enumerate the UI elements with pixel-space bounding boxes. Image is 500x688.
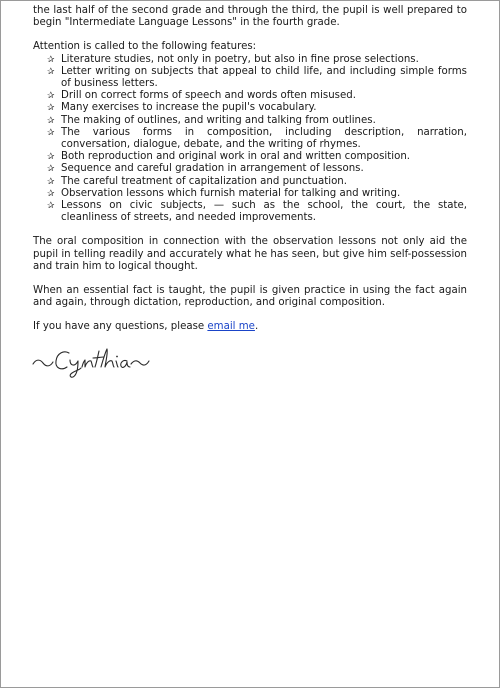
signature-tilde-left xyxy=(33,360,53,366)
list-item-text: Observation lessons which furnish material for talking and writing. xyxy=(61,187,401,199)
spacer xyxy=(33,309,467,321)
features-lead: Attention is called to the following features: xyxy=(33,41,257,53)
contact-prefix: If you have any questions, please xyxy=(33,321,208,333)
list-item xyxy=(47,188,467,200)
star-outline-icon: ✰ xyxy=(47,66,55,77)
list-item xyxy=(47,115,467,127)
essential-fact-paragraph: When an essential fact is taught, the pupil is given practice in using the fact again and again, through dictation, reproduction, and original composition. xyxy=(33,285,467,309)
list-item xyxy=(47,151,467,163)
list-item xyxy=(47,66,467,90)
spacer xyxy=(33,273,467,285)
list-item-text: Literature studies, not only in poetry, but also in fine prose selections. xyxy=(61,53,419,65)
star-outline-icon: ✰ xyxy=(47,103,55,114)
star-outline-icon: ✰ xyxy=(47,188,55,199)
list-item-text: Many exercises to increase the pupil's vocabulary. xyxy=(61,102,317,114)
intro-paragraph: the last half of the second grade and through the third, the pupil is well prepared to begin "Intermediate Language Lessons" in the fourth grade. xyxy=(33,5,467,29)
spacer xyxy=(33,224,467,236)
signature-letter-h xyxy=(101,349,114,367)
list-item xyxy=(47,163,467,175)
list-item-text: Both reproduction and original work in oral and written composition. xyxy=(61,151,411,163)
list-item xyxy=(47,54,467,66)
signature-letter-n xyxy=(82,360,93,367)
oral-composition-paragraph: The oral composition in connection with the observation lessons not only aid the pupil in telling readily and accurately what he has seen, but give him self-possession and train him to logical thought. xyxy=(33,236,467,272)
list-item-text: The careful treatment of capitalization and punctuation. xyxy=(61,175,347,187)
list-item xyxy=(47,90,467,102)
spacer xyxy=(33,29,467,41)
signature-image xyxy=(31,344,151,380)
contact-line xyxy=(33,321,467,333)
star-outline-icon: ✰ xyxy=(47,127,55,138)
list-item-text: Lessons on civic subjects, — such as the school, the court, the state, cleanliness of streets, and needed improvements. xyxy=(61,200,467,224)
contact-suffix: . xyxy=(254,321,259,333)
star-outline-icon: ✰ xyxy=(47,152,55,163)
email-link[interactable]: email me xyxy=(207,321,255,333)
list-item-text: Drill on correct forms of speech and words often misused. xyxy=(61,90,356,102)
list-item xyxy=(47,127,467,151)
star-outline-icon: ✰ xyxy=(47,54,55,65)
signature-letter-a xyxy=(121,360,130,367)
features-list xyxy=(33,54,467,225)
star-outline-icon: ✰ xyxy=(47,201,55,212)
list-item-text: The making of outlines, and writing and talking from outlines. xyxy=(61,114,376,126)
signature-letter-y xyxy=(70,360,81,377)
signature-letter-i xyxy=(116,361,118,367)
list-item xyxy=(47,176,467,188)
list-item xyxy=(47,200,467,224)
list-item xyxy=(47,102,467,114)
star-outline-icon: ✰ xyxy=(47,176,55,187)
signature-dot-i xyxy=(116,355,118,357)
star-outline-icon: ✰ xyxy=(47,115,55,126)
star-outline-icon: ✰ xyxy=(47,164,55,175)
signature-tilde-right xyxy=(131,361,149,365)
list-item-text: Letter writing on subjects that appeal to child life, and including simple forms of business letters. xyxy=(61,65,467,90)
signature-letter-t xyxy=(93,351,104,367)
star-outline-icon: ✰ xyxy=(47,91,55,102)
list-item-text: The various forms in composition, including description, narration, conversation, dialogue, debate, and the writing of rhymes. xyxy=(61,126,467,151)
signature-letter-c xyxy=(56,352,69,369)
list-item-text: Sequence and careful gradation in arrangement of lessons. xyxy=(61,163,364,175)
